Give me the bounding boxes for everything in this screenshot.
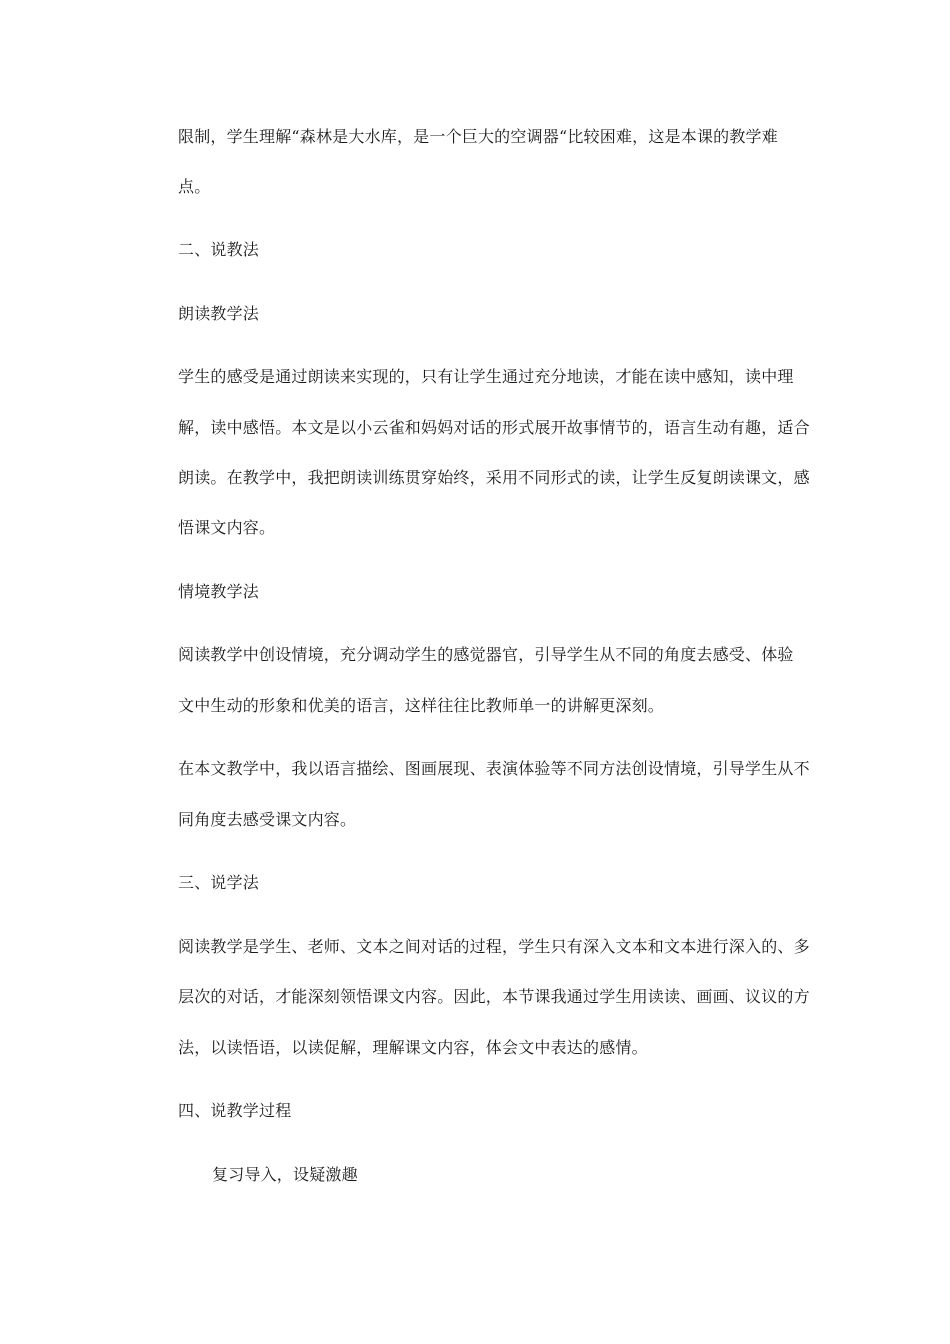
paragraph-line: 解，读中感悟。本文是以小云雀和妈妈对话的形式展开故事情节的，语言生动有趣，适合: [178, 418, 810, 437]
paragraph-line: 法，以读悟语，以读促解，理解课文内容，体会文中表达的感情。: [178, 1038, 648, 1057]
section-heading: 二、说教法: [178, 240, 260, 259]
subsection-heading: 朗读教学法: [178, 304, 260, 323]
paragraph-line: 文中生动的形象和优美的语言，这样往往比教师单一的讲解更深刻。: [178, 696, 665, 715]
paragraph-line: 限制，学生理解“森林是大水库，是一个巨大的空调器“比较困难，这是本课的教学难: [178, 127, 778, 146]
section-heading: 四、说教学过程: [178, 1101, 292, 1120]
paragraph-line: 点。: [178, 177, 211, 196]
subsection-heading: 情境教学法: [178, 582, 260, 601]
section-heading: 三、说学法: [178, 873, 260, 892]
paragraph-line: 同角度去感受课文内容。: [178, 810, 357, 829]
paragraph-line: 层次的对话，才能深刻领悟课文内容。因此，本节课我通过学生用读读、画画、议议的方: [178, 987, 810, 1006]
paragraph-line: 阅读教学中创设情境，充分调动学生的感觉器官，引导学生从不同的角度去感受、体验: [178, 645, 794, 664]
subsection-heading: 复习导入，设疑激趣: [212, 1165, 358, 1184]
paragraph-line: 学生的感受是通过朗读来实现的，只有让学生通过充分地读，才能在读中感知，读中理: [178, 367, 794, 386]
paragraph-line: 悟课文内容。: [178, 518, 276, 537]
paragraph-line: 朗读。在教学中，我把朗读训练贯穿始终，采用不同形式的读，让学生反复朗读课文，感: [178, 468, 810, 487]
paragraph-line: 在本文教学中，我以语言描绘、图画展现、表演体验等不同方法创设情境，引导学生从不: [178, 759, 810, 778]
paragraph-line: 阅读教学是学生、老师、文本之间对话的过程，学生只有深入文本和文本进行深入的、多: [178, 937, 810, 956]
